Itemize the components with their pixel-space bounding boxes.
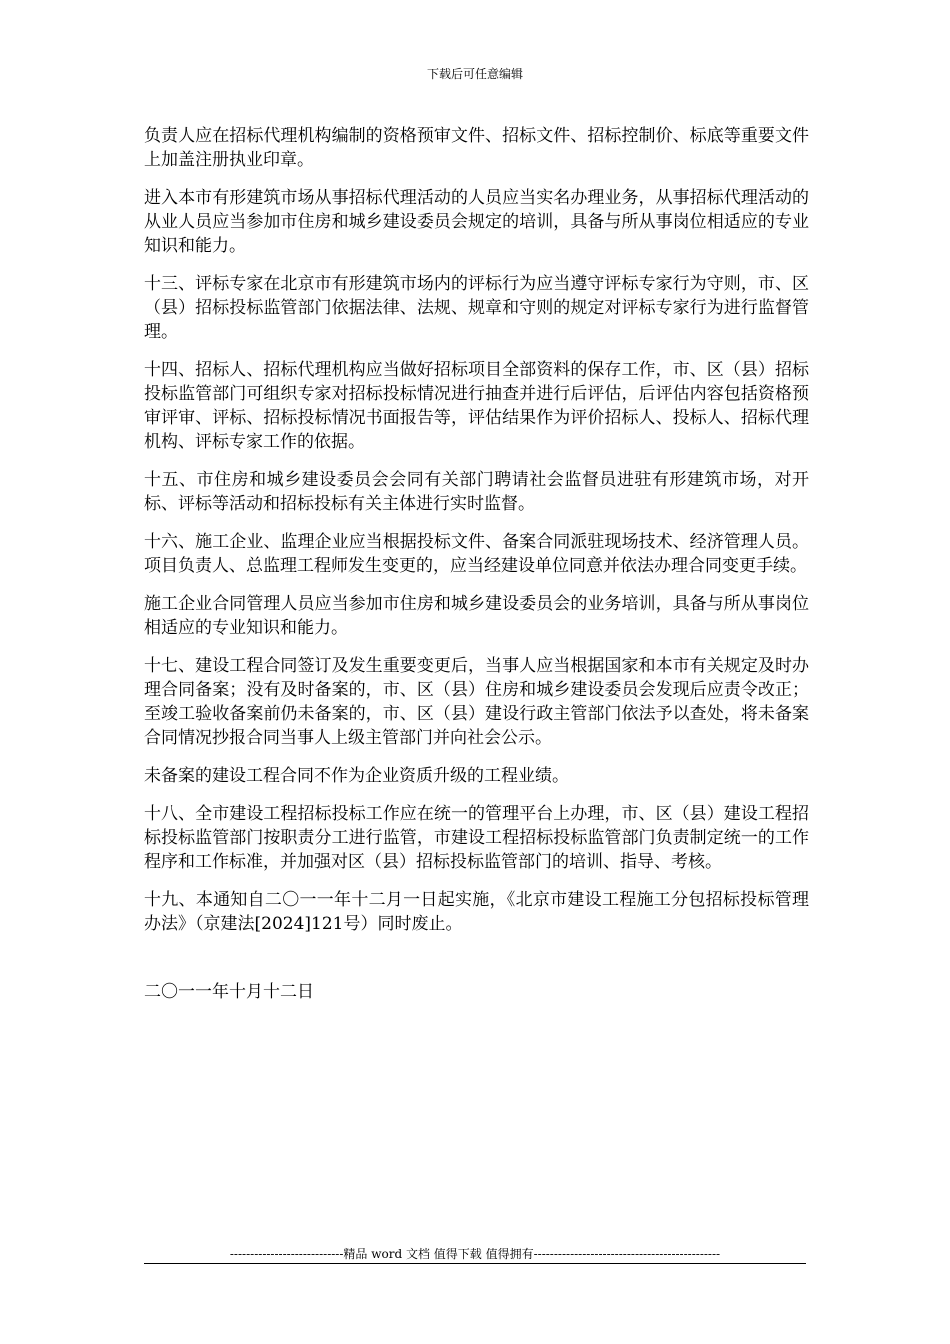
paragraph-2: 进入本市有形建筑市场从事招标代理活动的人员应当实名办理业务，从事招标代理活动的从业人员应当参加市住房和城乡建设委员会规定的培训，具备与所从事岗位相适应的专业知识和能力。 xyxy=(144,188,809,256)
paragraph-1: 负责人应在招标代理机构编制的资格预审文件、招标文件、招标控制价、标底等重要文件上加盖注册执业印章。 xyxy=(144,126,809,170)
paragraph-9: 未备案的建设工程合同不作为企业资质升级的工程业绩。 xyxy=(144,766,569,786)
paragraph-8: 十七、建设工程合同签订及发生重要变更后，当事人应当根据国家和本市有关规定及时办理合同备案；没有及时备案的，市、区（县）住房和城乡建设委员会发现后应责令改正；至竣工验收备案前仍未备案的，市、区（县）建设行政主管部门依法予以查处，将未备案合同情况抄报合同当事人上级主管部门并向社会公示。 xyxy=(144,656,809,748)
footer-rule xyxy=(144,1263,806,1264)
paragraph-7: 施工企业合同管理人员应当参加市住房和城乡建设委员会的业务培训，具备与所从事岗位相适应的专业知识和能力。 xyxy=(144,594,809,638)
document-date: 二〇一一年十月十二日 xyxy=(144,982,314,1002)
document-body xyxy=(144,124,809,1004)
paragraph-4: 十四、招标人、招标代理机构应当做好招标项目全部资料的保存工作，市、区（县）招标投标监管部门可组织专家对招标投标情况进行抽查并进行后评估，后评估内容包括资格预审评审、评标、招标投标情况书面报告等，评估结果作为评价招标人、投标人、招标代理机构、评标专家工作的依据。 xyxy=(144,360,809,452)
page-footer: ----------------------------精品 word 文档 值得下载 值得拥有---------------------------------------------- xyxy=(229,1247,721,1261)
paragraph-5: 十五、市住房和城乡建设委员会会同有关部门聘请社会监督员进驻有形建筑市场，对开标、评标等活动和招标投标有关主体进行实时监督。 xyxy=(144,470,809,514)
paragraph-10: 十八、全市建设工程招标投标工作应在统一的管理平台上办理，市、区（县）建设工程招标投标监管部门按职责分工进行监管，市建设工程招标投标监管部门负责制定统一的工作程序和工作标准，并加强对区（县）招标投标监管部门的培训、指导、考核。 xyxy=(144,804,809,872)
page-header: 下载后可任意编辑 xyxy=(426,67,523,81)
paragraph-6: 十六、施工企业、监理企业应当根据投标文件、备案合同派驻现场技术、经济管理人员。项目负责人、总监理工程师发生变更的，应当经建设单位同意并依法办理合同变更手续。 xyxy=(144,532,809,576)
paragraph-11: 十九、本通知自二〇一一年十二月一日起实施，《北京市建设工程施工分包招标投标管理办法》（京建法[2024]121号）同时废止。 xyxy=(144,890,809,934)
paragraph-3: 十三、评标专家在北京市有形建筑市场内的评标行为应当遵守评标专家行为守则，市、区（县）招标投标监管部门依据法律、法规、规章和守则的规定对评标专家行为进行监督管理。 xyxy=(144,274,809,342)
